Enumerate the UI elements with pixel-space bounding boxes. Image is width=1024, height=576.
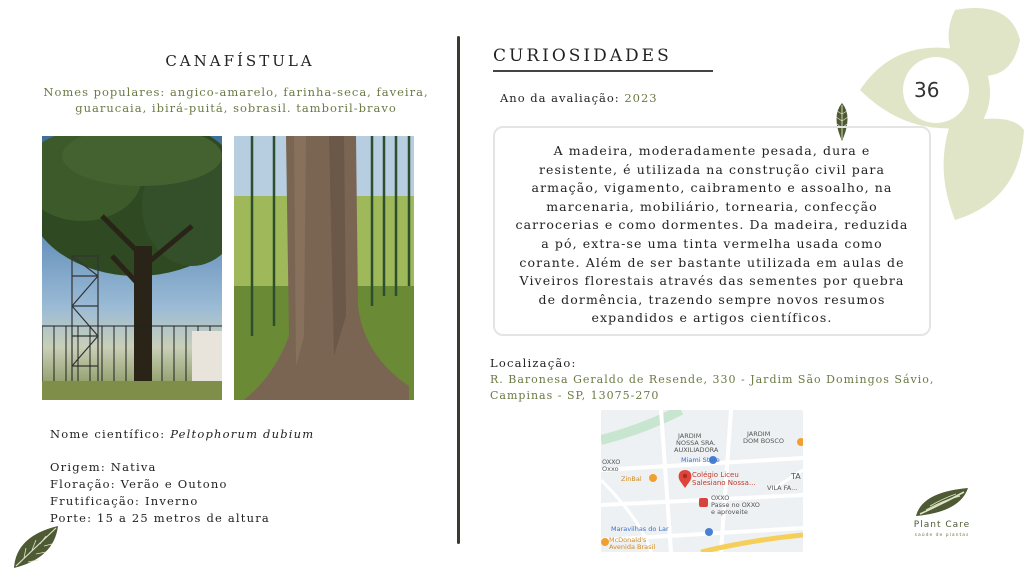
tree-canopy-photo [42,136,222,400]
map-label-oxxo: OXXO [711,494,730,502]
origin: Origem: Nativa [50,460,157,474]
size: Porte: 15 a 25 metros de altura [50,511,270,525]
map-label-oxxo-top-2: Oxxo [602,465,619,473]
map-label-ta: TA [791,472,801,481]
leaf-cluster-decoration-icon [860,0,1024,225]
map-label-zinbal: ZinBal [621,475,642,483]
scientific-name: Peltophorum dubium [170,427,315,441]
curiosities-underline [493,70,713,72]
map-label-oxxo-top: OXXO [602,458,621,466]
species-title: CANAFÍSTULA [165,52,315,70]
map-label-colegio-2: Salesiano Nossa... [692,479,756,487]
map-label-mcdonalds: McDonald's [609,536,647,544]
location-map[interactable] [601,410,803,552]
year-label: Ano da avaliação: [500,91,625,105]
map-label-miami-store: Miami Store [681,456,720,464]
popular-names [36,84,436,116]
map-label-jardim-nossa-3: AUXILIADORA [674,446,719,454]
map-label-oxxo-3: e aproveite [711,508,748,516]
year-value: 2023 [624,91,658,105]
evaluation-year [500,91,658,105]
page-number: 36 [914,78,940,102]
curiosities-title: CURIOSIDADES [493,46,672,66]
map-label-jardim-nossa: JARDIM [678,432,702,440]
scientific-name-label: Nome científico: [50,427,171,441]
popular-names-line2: guarucaia, ibirá-puitá, sobrasil. tamboril-bravo [75,101,397,115]
popular-names-line1: Nomes populares: angico-amarelo, farinha-seca, faveira, [43,85,429,99]
flowering: Floração: Verão e Outono [50,477,228,491]
map-label-vila: VILA FA... [767,484,798,492]
map-label-dom-bosco: JARDIM [747,430,771,438]
species-info [50,426,314,527]
map-label-mcdonalds-2: Avenida Brasil [609,543,656,551]
map-label-jardim-nossa-2: NOSSA SRA. [676,439,716,447]
address-line1: R. Baronesa Geraldo de Resende, 330 - Jardim São Domingos Sávio, [490,373,935,386]
map-label-maravilhas: Maravilhas do Lar [611,525,669,533]
brand-name: Plant Care [913,520,971,530]
brand-tagline: saúde de plantas [914,533,970,538]
map-label-oxxo-2: Passe no OXXO [711,501,760,509]
fruiting: Frutificação: Inverno [50,494,199,508]
map-label-dom-bosco-2: DOM BOSCO [743,437,785,445]
map-label-colegio: Colégio Liceu [692,471,739,479]
location-address [490,372,960,403]
leaf-decoration-icon [10,522,62,572]
plant-care-logo-icon [914,486,970,518]
column-divider [457,36,460,544]
tree-trunk-photo [234,136,414,400]
address-line2: Campinas - SP, 13075-270 [490,388,660,402]
scientific-name-row [50,426,314,443]
location-label: Localização: [490,356,577,370]
curiosities-text-box: A madeira, moderadamente pesada, dura e resistente, é utilizada na construção civil para armação, vigamento, caibramento e assoalho, na marcenaria, mobiliário, tornearia, confecção carrocerias e como dormentes. Da madeira, reduzida a pó, extra-se uma tinta vermelha usada como corante. Além de ser bastante utilizada em aulas de Viveiros florestais através das sementes por quebra de dormência, trazendo sempre novos resumos expandidos e artigos científicos. [493,126,931,336]
